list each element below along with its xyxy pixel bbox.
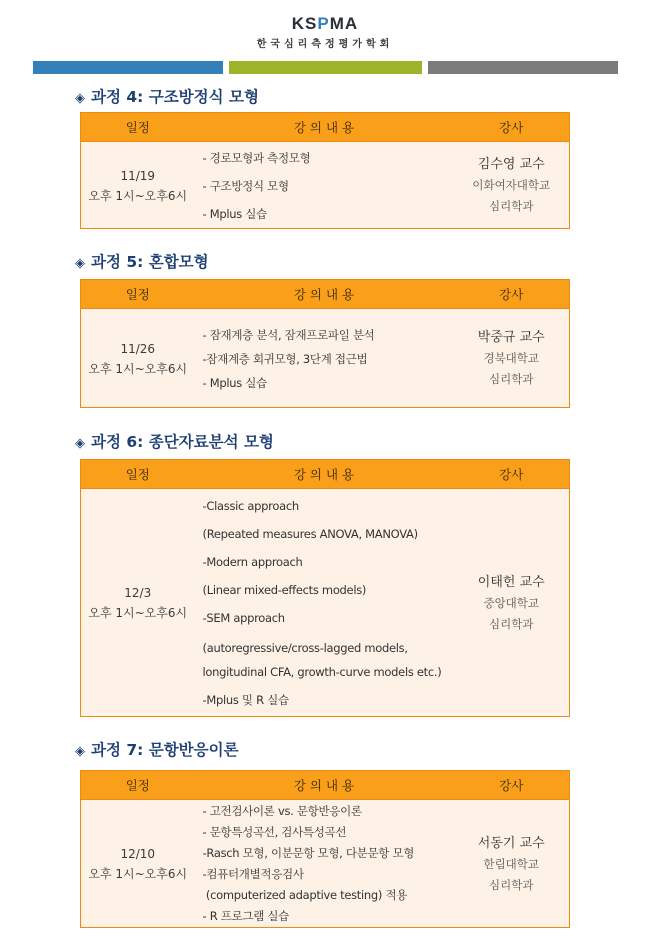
content-item: - R 프로그램 실습: [202, 909, 289, 923]
content-item: - 문항특성곡선, 검사특성곡선: [202, 825, 347, 839]
header-instructor: 강사: [499, 778, 524, 793]
schedule-cell: [81, 142, 195, 229]
course-time: 오후 1시~오후6시: [88, 606, 188, 620]
header-content: 강 의 내 용: [293, 120, 355, 135]
table-row: [81, 489, 569, 717]
schedule-cell: [81, 800, 195, 928]
content-item: -Rasch 모형, 이분문항 모형, 다분문항 모형: [202, 846, 415, 860]
instructor-name: 박중규 교수: [477, 330, 545, 345]
header-content: 강 의 내 용: [293, 778, 355, 793]
instructor-cell: [453, 489, 569, 717]
course-4-table: [80, 112, 570, 229]
header-instructor: 강사: [499, 467, 524, 482]
content-cell: [195, 309, 454, 408]
table-row: [81, 800, 569, 928]
content-item: (Repeated measures ANOVA, MANOVA): [202, 527, 418, 541]
content-item: -Classic approach: [202, 499, 299, 513]
instructor-university: 한림대학교: [483, 856, 540, 871]
society-name: 한국심리측정평가학회: [256, 39, 394, 50]
instructor-cell: [453, 142, 569, 229]
content-item: (computerized adaptive testing) 적용: [202, 888, 408, 902]
header-date: 일정: [125, 120, 150, 135]
instructor-university: 이화여자대학교: [472, 178, 551, 192]
header-date: 일정: [125, 778, 150, 793]
course-time: 오후 1시~오후6시: [88, 361, 188, 376]
course-date: 12/3: [124, 586, 152, 600]
course-6-title: ◈ 과정 6: 종단자료분석 모형: [75, 433, 274, 451]
course-4-title: ◈ 과정 4: 구조방정식 모형: [75, 88, 259, 106]
content-item: - Mplus 실습: [202, 375, 267, 390]
course-7-table: [80, 770, 570, 928]
table-header: [81, 460, 569, 489]
content-item: -Modern approach: [202, 555, 303, 569]
content-item: -컴퓨터개별적응검사: [202, 867, 304, 881]
header-bar-green: [229, 61, 422, 74]
course-time: 오후 1시~오후6시: [88, 867, 188, 881]
instructor-name: 서동기 교수: [477, 835, 545, 851]
diamond-bullet-icon: ◈: [75, 436, 85, 451]
instructor-name: 김수영 교수: [477, 157, 545, 172]
header-instructor: 강사: [499, 120, 524, 135]
instructor-university: 중앙대학교: [483, 595, 540, 610]
content-item: (Linear mixed-effects models): [202, 583, 367, 597]
instructor-department: 심리학과: [489, 199, 534, 213]
course-time: 오후 1시~오후6시: [88, 188, 188, 203]
header: [0, 0, 650, 80]
diamond-bullet-icon: ◈: [75, 91, 85, 106]
course-date: 12/10: [120, 847, 156, 861]
content-item: - 경로모형과 측정모형: [202, 150, 311, 165]
header-date: 일정: [125, 287, 150, 302]
content-item: (autoregressive/cross-lagged models,: [202, 641, 408, 655]
header-bar-gray: [428, 61, 618, 74]
content-item: -Mplus 및 R 실습: [202, 693, 289, 707]
instructor-name: 이태헌 교수: [477, 574, 545, 590]
diamond-bullet-icon: ◈: [75, 744, 85, 759]
content-item: longitudinal CFA, growth-curve models etc.): [202, 665, 442, 679]
schedule-cell: [81, 489, 195, 717]
header-content: 강 의 내 용: [293, 287, 355, 302]
content-item: - 고전검사이론 vs. 문항반응이론: [202, 804, 362, 818]
instructor-department: 심리학과: [489, 372, 534, 386]
table-header: [81, 113, 569, 142]
header-content: 강 의 내 용: [293, 467, 355, 482]
instructor-university: 경북대학교: [483, 351, 540, 365]
content-item: -SEM approach: [202, 611, 285, 625]
header-date: 일정: [125, 467, 150, 482]
schedule-cell: [81, 309, 195, 408]
course-5-title: ◈ 과정 5: 혼합모형: [75, 253, 209, 271]
diamond-bullet-icon: ◈: [75, 256, 85, 271]
table-header: [81, 771, 569, 800]
table-header: [81, 280, 569, 309]
kspma-logo: KSPMA: [291, 14, 359, 33]
instructor-cell: [453, 309, 569, 408]
course-6-table: [80, 459, 570, 717]
course-date: 11/19: [120, 168, 156, 183]
content-item: - 잠재계층 분석, 잠재프로파일 분석: [202, 327, 375, 342]
content-cell: [195, 800, 454, 928]
instructor-department: 심리학과: [489, 616, 534, 631]
course-7-title: ◈ 과정 7: 문항반응이론: [75, 741, 239, 759]
table-row: [81, 309, 569, 408]
content-item: - Mplus 실습: [202, 206, 267, 221]
content-cell: [195, 142, 454, 229]
course-date: 11/26: [120, 341, 156, 356]
header-instructor: 강사: [499, 287, 524, 302]
instructor-cell: [453, 800, 569, 928]
header-bar-blue: [33, 61, 223, 74]
course-5-table: [80, 279, 570, 408]
table-row: [81, 142, 569, 229]
content-cell: [195, 489, 454, 717]
instructor-department: 심리학과: [489, 877, 534, 892]
content-item: -잠재계층 회귀모형, 3단계 접근법: [202, 351, 368, 366]
content-item: - 구조방정식 모형: [202, 178, 289, 193]
